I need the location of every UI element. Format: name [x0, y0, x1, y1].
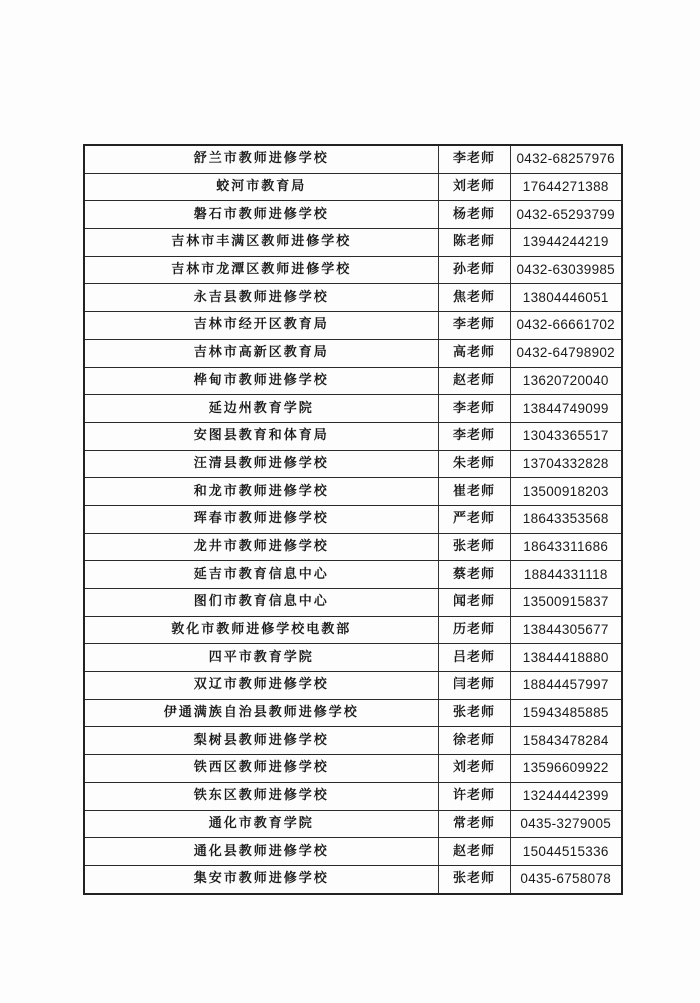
phone-cell: 13043365517 [510, 422, 622, 450]
table-row [84, 727, 622, 755]
phone-cell: 0432-64798902 [510, 339, 622, 367]
table-row [84, 644, 622, 672]
phone-cell: 13620720040 [510, 367, 622, 395]
table-row [84, 505, 622, 533]
contact-table-body [84, 145, 622, 894]
phone-cell: 0435-3279005 [510, 810, 622, 838]
table-row [84, 755, 622, 783]
contact-name-cell: 刘老师 [438, 755, 510, 783]
organization-cell: 桦甸市教师进修学校 [84, 367, 438, 395]
contact-name-cell: 张老师 [438, 865, 510, 893]
organization-cell: 集安市教师进修学校 [84, 865, 438, 893]
table-row [84, 838, 622, 866]
table-row [84, 395, 622, 423]
contact-name-cell: 李老师 [438, 145, 510, 173]
organization-cell: 梨树县教师进修学校 [84, 727, 438, 755]
organization-cell: 吉林市丰满区教师进修学校 [84, 229, 438, 257]
phone-cell: 18643353568 [510, 505, 622, 533]
organization-cell: 四平市教育学院 [84, 644, 438, 672]
organization-cell: 吉林市高新区教育局 [84, 339, 438, 367]
organization-cell: 通化市教育学院 [84, 810, 438, 838]
phone-cell: 0435-6758078 [510, 865, 622, 893]
phone-cell: 13944244219 [510, 229, 622, 257]
phone-cell: 18844457997 [510, 672, 622, 700]
phone-cell: 13500918203 [510, 478, 622, 506]
organization-cell: 延边州教育学院 [84, 395, 438, 423]
phone-cell: 0432-66661702 [510, 312, 622, 340]
contact-name-cell: 赵老师 [438, 367, 510, 395]
organization-cell: 和龙市教师进修学校 [84, 478, 438, 506]
organization-cell: 双辽市教师进修学校 [84, 672, 438, 700]
contact-name-cell: 陈老师 [438, 229, 510, 257]
contact-name-cell: 吕老师 [438, 644, 510, 672]
table-row [84, 312, 622, 340]
phone-cell: 13844305677 [510, 616, 622, 644]
organization-cell: 磐石市教师进修学校 [84, 201, 438, 229]
table-row [84, 478, 622, 506]
phone-cell: 0432-68257976 [510, 145, 622, 173]
table-row [84, 256, 622, 284]
table-row [84, 699, 622, 727]
phone-cell: 13844418880 [510, 644, 622, 672]
organization-cell: 铁东区教师进修学校 [84, 782, 438, 810]
contact-name-cell: 张老师 [438, 533, 510, 561]
phone-cell: 13244442399 [510, 782, 622, 810]
table-row [84, 339, 622, 367]
phone-cell: 13704332828 [510, 450, 622, 478]
table-row [84, 616, 622, 644]
contact-name-cell: 李老师 [438, 395, 510, 423]
organization-cell: 珲春市教师进修学校 [84, 505, 438, 533]
table-row [84, 201, 622, 229]
contact-name-cell: 徐老师 [438, 727, 510, 755]
contact-name-cell: 赵老师 [438, 838, 510, 866]
organization-cell: 延吉市教育信息中心 [84, 561, 438, 589]
contact-name-cell: 严老师 [438, 505, 510, 533]
contact-name-cell: 历老师 [438, 616, 510, 644]
phone-cell: 18844331118 [510, 561, 622, 589]
phone-cell: 15044515336 [510, 838, 622, 866]
contact-name-cell: 闻老师 [438, 589, 510, 617]
table-row [84, 589, 622, 617]
table-row [84, 672, 622, 700]
phone-cell: 0432-63039985 [510, 256, 622, 284]
phone-cell: 17644271388 [510, 173, 622, 201]
table-row [84, 145, 622, 173]
phone-cell: 13844749099 [510, 395, 622, 423]
table-row [84, 422, 622, 450]
organization-cell: 敦化市教师进修学校电教部 [84, 616, 438, 644]
organization-cell: 铁西区教师进修学校 [84, 755, 438, 783]
contact-name-cell: 张老师 [438, 699, 510, 727]
contact-name-cell: 常老师 [438, 810, 510, 838]
table-row [84, 229, 622, 257]
table-row [84, 450, 622, 478]
organization-cell: 通化县教师进修学校 [84, 838, 438, 866]
contact-name-cell: 崔老师 [438, 478, 510, 506]
table-row [84, 865, 622, 893]
contact-name-cell: 李老师 [438, 422, 510, 450]
contact-name-cell: 孙老师 [438, 256, 510, 284]
contact-name-cell: 杨老师 [438, 201, 510, 229]
phone-cell: 15843478284 [510, 727, 622, 755]
contact-name-cell: 刘老师 [438, 173, 510, 201]
contact-table [83, 144, 623, 895]
organization-cell: 吉林市龙潭区教师进修学校 [84, 256, 438, 284]
organization-cell: 永吉县教师进修学校 [84, 284, 438, 312]
contact-name-cell: 朱老师 [438, 450, 510, 478]
table-row [84, 533, 622, 561]
table-row [84, 284, 622, 312]
table-row [84, 782, 622, 810]
table-row [84, 561, 622, 589]
contact-name-cell: 焦老师 [438, 284, 510, 312]
table-row [84, 810, 622, 838]
organization-cell: 伊通满族自治县教师进修学校 [84, 699, 438, 727]
phone-cell: 18643311686 [510, 533, 622, 561]
organization-cell: 图们市教育信息中心 [84, 589, 438, 617]
organization-cell: 吉林市经开区教育局 [84, 312, 438, 340]
organization-cell: 龙井市教师进修学校 [84, 533, 438, 561]
table-row [84, 367, 622, 395]
contact-name-cell: 闫老师 [438, 672, 510, 700]
organization-cell: 蛟河市教育局 [84, 173, 438, 201]
phone-cell: 13500915837 [510, 589, 622, 617]
contact-name-cell: 高老师 [438, 339, 510, 367]
contact-name-cell: 许老师 [438, 782, 510, 810]
phone-cell: 13596609922 [510, 755, 622, 783]
table-row [84, 173, 622, 201]
phone-cell: 15943485885 [510, 699, 622, 727]
contact-name-cell: 李老师 [438, 312, 510, 340]
organization-cell: 舒兰市教师进修学校 [84, 145, 438, 173]
organization-cell: 汪清县教师进修学校 [84, 450, 438, 478]
contact-name-cell: 蔡老师 [438, 561, 510, 589]
organization-cell: 安图县教育和体育局 [84, 422, 438, 450]
phone-cell: 13804446051 [510, 284, 622, 312]
phone-cell: 0432-65293799 [510, 201, 622, 229]
